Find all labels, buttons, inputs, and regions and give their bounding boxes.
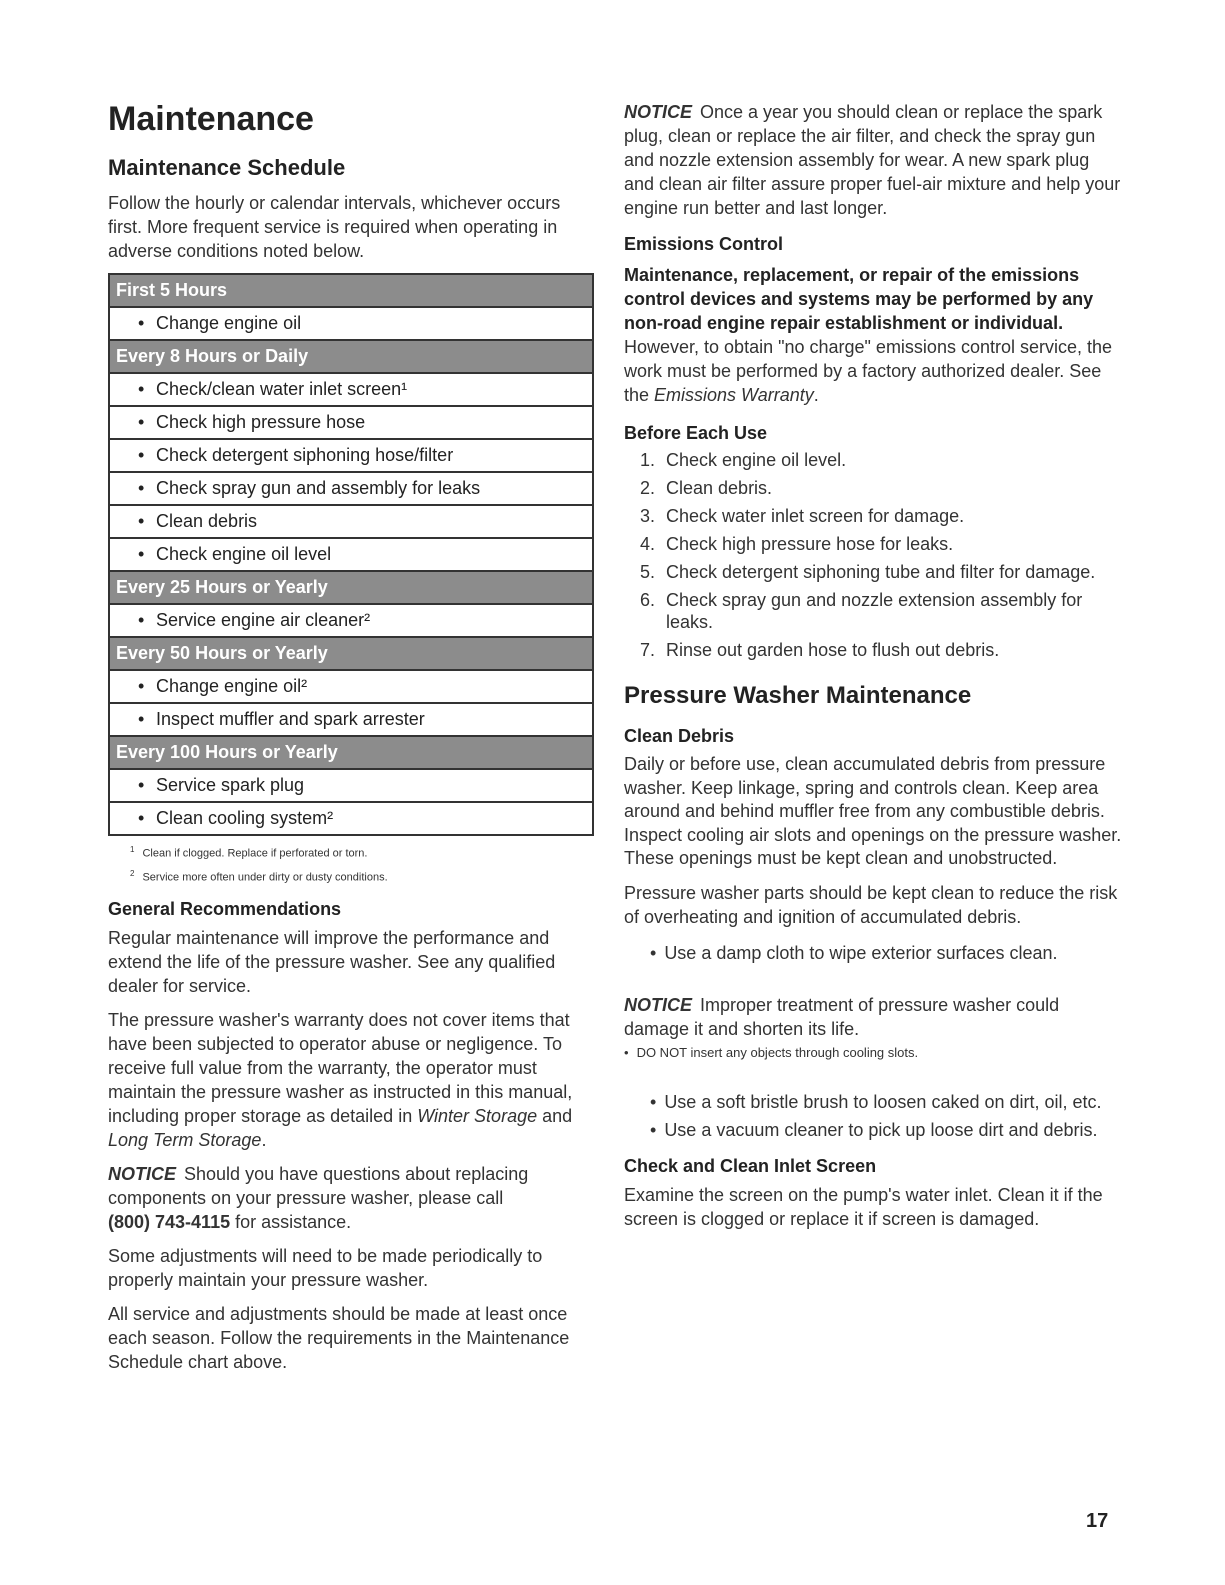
notice-bullet: • DO NOT insert any objects through cooling slots. xyxy=(624,1045,1124,1060)
clean-debris-heading: Clean Debris xyxy=(624,726,735,746)
list-item: 1. Check engine oil level. xyxy=(640,450,847,470)
clean-debris-paragraph-2: Pressure washer parts should be kept clean to reduce the risk of overheating and ignition of accumulated debris. xyxy=(624,882,1118,927)
schedule-item-row xyxy=(109,472,593,505)
schedule-item-row xyxy=(109,406,593,439)
emissions-heading: Emissions Control xyxy=(624,234,784,254)
schedule-item-row xyxy=(109,604,593,637)
schedule-intro: Follow the hourly or calendar intervals, whichever occurs first. More frequent service is required when operating in adverse conditions noted below. xyxy=(108,193,561,261)
bullet-icon: • xyxy=(138,412,145,432)
bullet-icon: • xyxy=(138,313,145,333)
list-item: • Use a vacuum cleaner to pick up loose dirt and debris. xyxy=(624,1116,1124,1144)
bullet-icon: • xyxy=(138,676,145,696)
schedule-interval: First 5 Hours xyxy=(109,274,593,307)
maintenance-schedule-table xyxy=(108,273,594,836)
inlet-screen-heading: Check and Clean Inlet Screen xyxy=(624,1155,877,1176)
schedule-item: Service spark plug xyxy=(156,775,305,795)
right-column xyxy=(624,100,1124,1241)
schedule-item-row xyxy=(109,373,593,406)
bullet-icon: • xyxy=(138,445,145,465)
notice-paragraph: NOTICE Once a year you should clean or replace the spark plug, clean or replace the air filter, and check the spray gun and nozzle extension assembly for wear. A new spark plug and clean air filter assure proper fuel-air mixture and help your engine run better and last longer. xyxy=(624,102,1121,218)
service-paragraph: All service and adjustments should be made at least once each season. Follow the requirements in the Maintenance Schedule chart above. xyxy=(108,1304,570,1373)
schedule-header-row xyxy=(109,637,593,670)
emissions-paragraph: However, to obtain "no charge" emissions control service, the work must be performed by a factory authorized dealer. See the Emissions Warranty. xyxy=(624,337,1113,405)
schedule-item: Clean debris xyxy=(156,511,258,531)
clean-debris-paragraph: Daily or before use, clean accumulated debris from pressure washer. Keep linkage, spring and controls clean. Keep area around and behind muffler free from any combustible debris. Inspect cooling air slots and openings on the pressure washer. These openings must be kept clean and unobstructed. xyxy=(624,754,1122,868)
schedule-header-row xyxy=(109,571,593,604)
schedule-item: Change engine oil xyxy=(156,313,302,333)
list-item: • Use a soft bristle brush to loosen caked on dirt, oil, etc. xyxy=(624,1088,1124,1116)
page-title: Maintenance xyxy=(108,100,314,138)
schedule-item: Check high pressure hose xyxy=(156,412,366,432)
left-column xyxy=(108,100,594,1384)
notice-label: NOTICE xyxy=(624,102,693,122)
list-item: 3. Check water inlet screen for damage. xyxy=(640,506,965,526)
phone-number: (800) 743-4115 xyxy=(108,1212,231,1233)
list-item: 7. Rinse out garden hose to flush out debris. xyxy=(640,640,1000,660)
bullet-icon: • xyxy=(138,775,145,795)
schedule-item: Clean cooling system² xyxy=(156,808,334,828)
schedule-item: Service engine air cleaner² xyxy=(156,610,371,630)
schedule-item: Check detergent siphoning hose/filter xyxy=(156,445,454,465)
notice-paragraph: NOTICE Should you have questions about replacing components on your pressure washer, please call (800) 743-4115 for assistance. xyxy=(108,1164,529,1233)
schedule-item: Check spray gun and assembly for leaks xyxy=(156,478,481,498)
schedule-item: Inspect muffler and spark arrester xyxy=(156,709,425,729)
schedule-item-row xyxy=(109,439,593,472)
schedule-heading: Maintenance Schedule xyxy=(108,155,346,180)
clean-list-2 xyxy=(624,1088,1124,1144)
schedule-header-row xyxy=(109,340,593,373)
bullet-icon: • xyxy=(138,544,145,564)
bullet-icon: • xyxy=(138,808,145,828)
schedule-item-row xyxy=(109,769,593,802)
notice-paragraph: NOTICE Improper treatment of pressure washer could damage it and shorten its life. xyxy=(624,994,1060,1039)
general-paragraph: Regular maintenance will improve the performance and extend the life of the pressure washer. See any qualified dealer for service. xyxy=(108,928,556,997)
general-recommendations-heading: General Recommendations xyxy=(108,899,342,920)
list-item: 5. Check detergent siphoning tube and filter for damage. xyxy=(640,562,1096,582)
schedule-item-row xyxy=(109,538,593,571)
notice-label: NOTICE xyxy=(108,1164,177,1185)
adjustments-paragraph: Some adjustments will need to be made periodically to properly maintain your pressure washer. xyxy=(108,1246,543,1291)
schedule-item-row xyxy=(109,802,593,835)
warranty-paragraph: The pressure washer's warranty does not cover items that have been subjected to operator abuse or negligence. To receive full value from the warranty, the operator must maintain the pressure washer as instructed in this manual, including proper storage as detailed in Winter Storage and Long Term Storage. xyxy=(108,1010,573,1151)
bullet-icon: • xyxy=(138,379,145,399)
pressure-washer-maintenance-heading: Pressure Washer Maintenance xyxy=(624,682,972,709)
schedule-header-row xyxy=(109,736,593,769)
schedule-interval: Every 8 Hours or Daily xyxy=(109,340,593,373)
schedule-item: Check engine oil level xyxy=(156,544,332,564)
bullet-icon: • xyxy=(138,478,145,498)
schedule-interval: Every 50 Hours or Yearly xyxy=(109,637,593,670)
notice-label: NOTICE xyxy=(624,994,693,1015)
bullet-icon: • xyxy=(138,511,145,531)
clean-list xyxy=(624,939,1124,967)
footnote-2: $^2$ Service more often under dirty or dusty conditions. xyxy=(130,868,388,884)
schedule-item-row xyxy=(109,505,593,538)
schedule-item-row xyxy=(109,670,593,703)
list-item: 4. Check high pressure hose for leaks. xyxy=(640,534,954,554)
schedule-header-row xyxy=(109,274,593,307)
schedule-item-row xyxy=(109,703,593,736)
bullet-icon: • xyxy=(138,709,145,729)
list-item: 2. Clean debris. xyxy=(640,478,773,498)
list-item: • Use a damp cloth to wipe exterior surfaces clean. xyxy=(624,939,1124,967)
inlet-screen-paragraph: Examine the screen on the pump's water inlet. Clean it if the screen is clogged or replace it if screen is damaged. xyxy=(624,1184,1103,1229)
emissions-bold-paragraph: Maintenance, replacement, or repair of the emissions control devices and systems may be performed by any non-road engine repair establishment or individual. xyxy=(624,265,1094,333)
before-each-use-list xyxy=(640,446,1124,664)
schedule-item: Change engine oil² xyxy=(156,676,308,696)
schedule-item: Check/clean water inlet screen¹ xyxy=(156,379,408,399)
schedule-interval: Every 25 Hours or Yearly xyxy=(109,571,593,604)
page-number: 17 xyxy=(1086,1510,1109,1532)
list-item: 6. Check spray gun and nozzle extension assembly for leaks. xyxy=(640,590,1083,632)
schedule-item-row xyxy=(109,307,593,340)
before-each-use-heading: Before Each Use xyxy=(624,423,768,443)
bullet-icon: • xyxy=(138,610,145,630)
footnote-1: $^1$ Clean if clogged. Replace if perforated or torn. xyxy=(130,845,368,860)
schedule-interval: Every 100 Hours or Yearly xyxy=(109,736,593,769)
